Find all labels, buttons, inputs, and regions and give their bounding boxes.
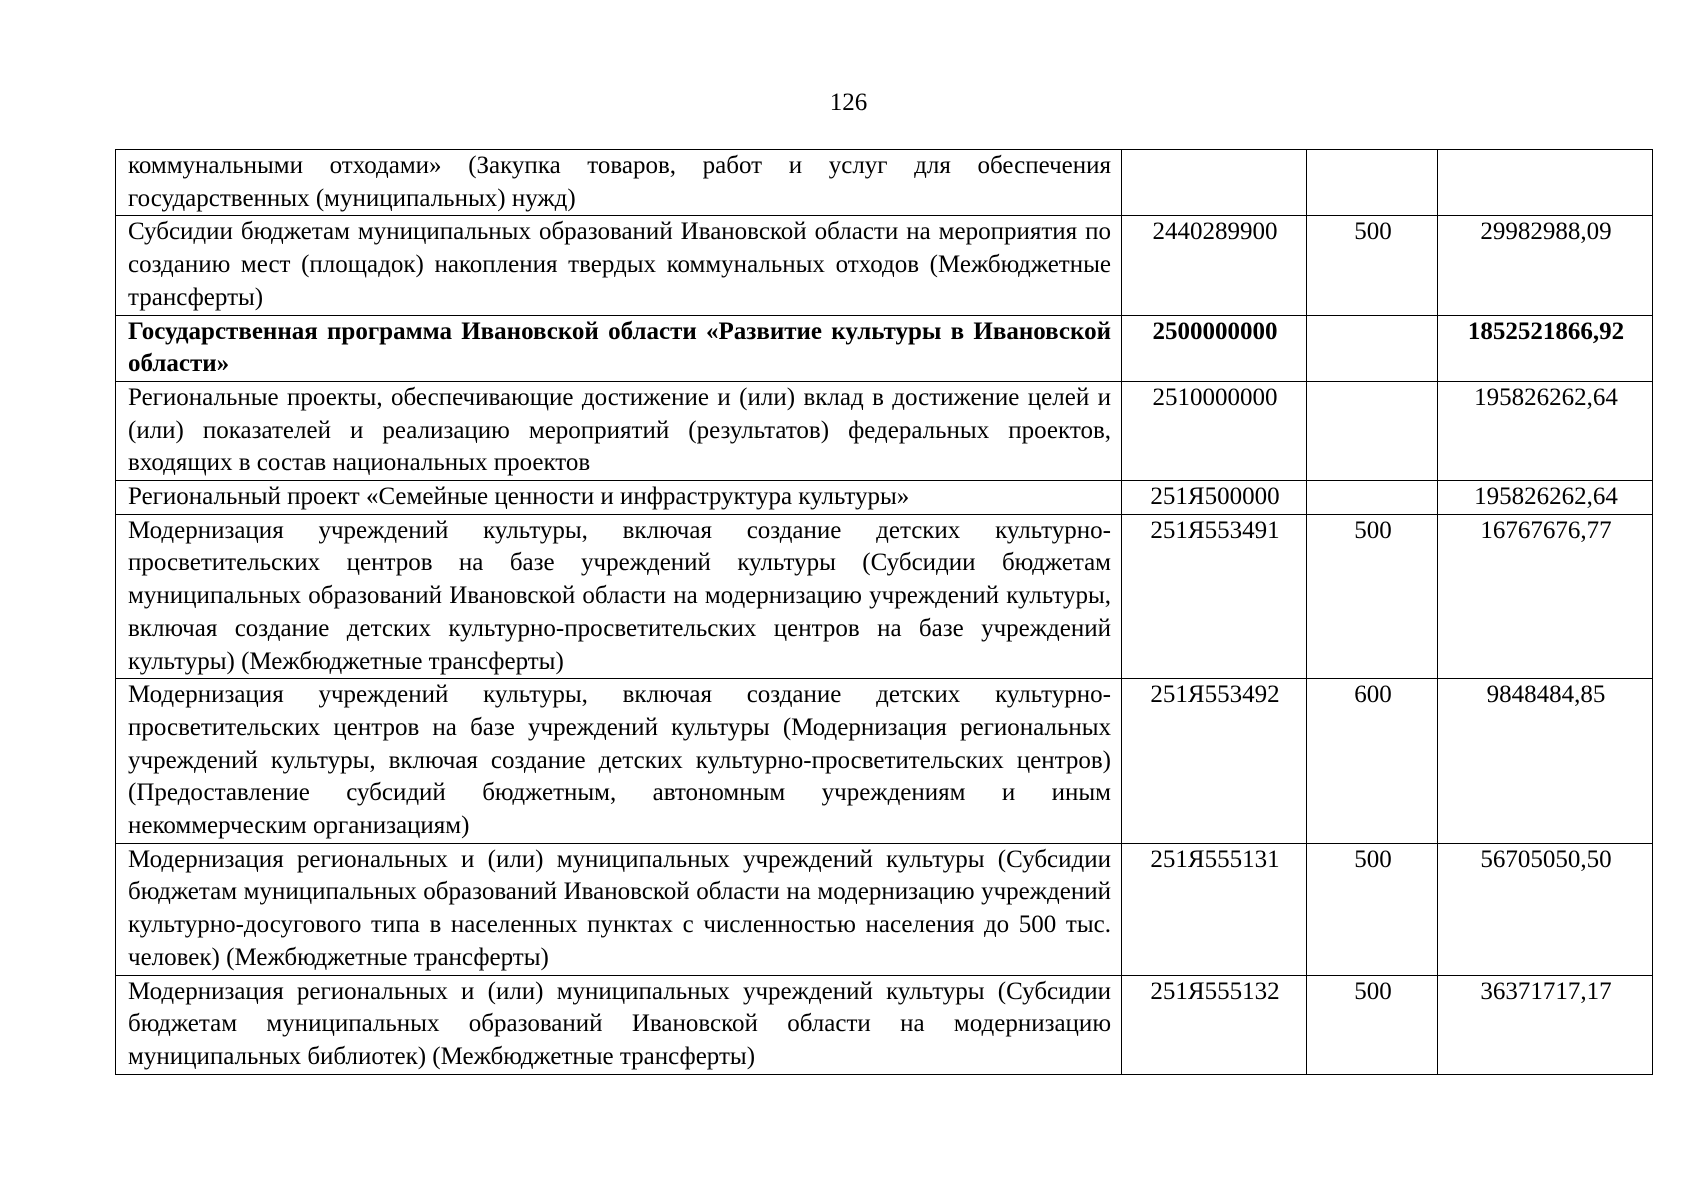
table-row [116, 481, 1653, 515]
row-name-cell: коммунальными отходами» (Закупка товаров, работ и услуг для обеспечения государственных (муниципальных) нужд) [116, 150, 1122, 216]
row-expense-type-cell: 500 [1307, 843, 1438, 975]
table-row [116, 381, 1653, 480]
row-sum-cell: 36371717,17 [1438, 975, 1653, 1074]
row-sum-cell: 16767676,77 [1438, 514, 1653, 679]
row-code-cell: 251Я555131 [1122, 843, 1307, 975]
row-sum-cell: 29982988,09 [1438, 216, 1653, 315]
row-code-cell [1122, 150, 1307, 216]
table-row [116, 315, 1653, 381]
row-expense-type-cell [1307, 481, 1438, 515]
row-sum-cell: 9848484,85 [1438, 679, 1653, 844]
row-sum-cell: 1852521866,92 [1438, 315, 1653, 381]
row-expense-type-cell: 500 [1307, 216, 1438, 315]
row-name-cell: Модернизация региональных и (или) муниципальных учреждений культуры (Субсидии бюджетам муниципальных образований Ивановской области на модернизацию учреждений культурно-досугового типа в населенных пунктах с численностью населения до 500 тыс. человек) (Межбюджетные трансферты) [116, 843, 1122, 975]
row-code-cell: 251Я555132 [1122, 975, 1307, 1074]
row-expense-type-cell: 500 [1307, 975, 1438, 1074]
row-name-cell: Региональные проекты, обеспечивающие достижение и (или) вклад в достижение целей и (или) показателей и реализацию мероприятий (результатов) федеральных проектов, входящих в состав национальных проектов [116, 381, 1122, 480]
table-row [116, 216, 1653, 315]
budget-table-body [116, 150, 1653, 1075]
row-name-cell: Модернизация учреждений культуры, включая создание детских культурно-просветительских центров на базе учреждений культуры (Модернизация региональных учреждений культуры, включая создание детских культурно-просветительских центров) (Предоставление субсидий бюджетным, автономным учреждениям и иным некоммерческим организациям) [116, 679, 1122, 844]
row-code-cell: 251Я553492 [1122, 679, 1307, 844]
row-sum-cell: 195826262,64 [1438, 381, 1653, 480]
row-code-cell: 2440289900 [1122, 216, 1307, 315]
row-sum-cell: 195826262,64 [1438, 481, 1653, 515]
row-name-cell: Региональный проект «Семейные ценности и инфраструктура культуры» [116, 481, 1122, 515]
row-name-cell: Субсидии бюджетам муниципальных образований Ивановской области на мероприятия по созданию мест (площадок) накопления твердых коммунальных отходов (Межбюджетные трансферты) [116, 216, 1122, 315]
row-expense-type-cell [1307, 150, 1438, 216]
table-row [116, 150, 1653, 216]
table-row [116, 679, 1653, 844]
row-sum-cell: 56705050,50 [1438, 843, 1653, 975]
page-number: 126 [829, 89, 868, 116]
row-code-cell: 2500000000 [1122, 315, 1307, 381]
row-expense-type-cell: 500 [1307, 514, 1438, 679]
budget-table [115, 149, 1653, 1075]
row-name-cell: Государственная программа Ивановской области «Развитие культуры в Ивановской области» [116, 315, 1122, 381]
row-expense-type-cell: 600 [1307, 679, 1438, 844]
table-row [116, 843, 1653, 975]
row-expense-type-cell [1307, 381, 1438, 480]
row-name-cell: Модернизация региональных и (или) муниципальных учреждений культуры (Субсидии бюджетам муниципальных образований Ивановской области на модернизацию муниципальных библиотек) (Межбюджетные трансферты) [116, 975, 1122, 1074]
row-sum-cell [1438, 150, 1653, 216]
table-row [116, 514, 1653, 679]
row-code-cell: 251Я553491 [1122, 514, 1307, 679]
row-expense-type-cell [1307, 315, 1438, 381]
row-name-cell: Модернизация учреждений культуры, включая создание детских культурно-просветительских центров на базе учреждений культуры (Субсидии бюджетам муниципальных образований Ивановской области на модернизацию учреждений культуры, включая создание детских культурно-просветительских центров на базе учреждений культуры) (Межбюджетные трансферты) [116, 514, 1122, 679]
row-code-cell: 251Я500000 [1122, 481, 1307, 515]
row-code-cell: 2510000000 [1122, 381, 1307, 480]
table-row [116, 975, 1653, 1074]
